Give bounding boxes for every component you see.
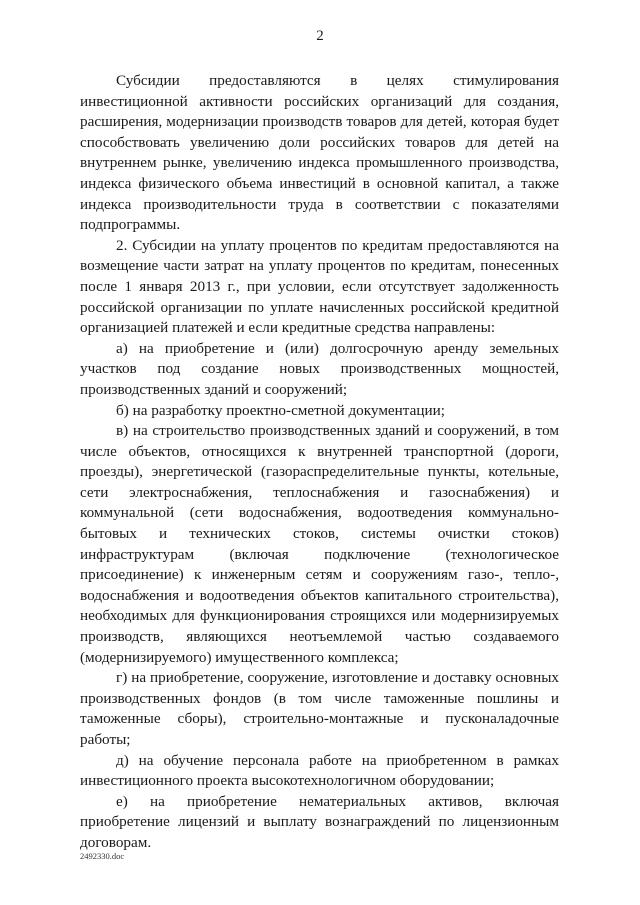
file-name-footer: 2492330.doc [80, 851, 125, 861]
paragraph-interest-subsidy-conditions: 2. Субсидии на уплату процентов по кредитам предоставляются на возмещение части затрат на уплату процентов по кредитам, понесенных после 1 января 2013 г., при условии, если отсутствует задолженность российской организации по уплате начисленных российской кредитной организацией платежей и если кредитные средства направлены: [80, 236, 559, 337]
list-item-v-construction: в) на строительство производственных зданий и сооружений, в том числе объектов, относящихся к внутренней транспортной (дороги, проезды), энергетической (газораспределительные пункты, котельные, сети электроснабжения, теплоснабжения и газоснабжения) и коммунальной (сети водоснабжения, водоотведения коммунально-бытовых и технических стоков, системы очистки стоков) инфраструктурам (включая подключение (технологическое присоединение) к инженерным сетям и сооружениям газо-, тепло-, водоснабжения и водоотведения объектов капитального строительства), необходимых для функционирования строящихся или модернизируемых производств, являющихся неотъемлемой частью создаваемого (модернизируемого) имущественного комплекса; [80, 422, 559, 666]
page-number: 2 [316, 28, 324, 44]
document-body [80, 71, 559, 854]
list-item-a-land: а) на приобретение и (или) долгосрочную аренду земельных участков под создание новых производственных мощностей, производственных зданий и сооружений; [80, 339, 559, 398]
list-item-g-fixed-assets: г) на приобретение, сооружение, изготовление и доставку основных производственных фондов (в том числе таможенные пошлины и таможенные сборы), строительно-монтажные и пусконаладочные работы; [80, 669, 559, 748]
paragraph-subsidy-purpose: Субсидии предоставляются в целях стимулирования инвестиционной активности российских организаций для создания, расширения, модернизации производств товаров для детей, которая будет способствовать увеличению доли российских товаров для детей на внутреннем рынке, увеличению индекса промышленного производства, индекса физического объема инвестиций в основной капитал, а также индекса производительности труда в соответствии с показателями подпрограммы. [80, 72, 559, 234]
list-item-d-training: д) на обучение персонала работе на приобретенном в рамках инвестиционного проекта высокотехнологичном оборудовании; [80, 751, 559, 790]
list-item-e-intangible-assets: е) на приобретение нематериальных активов, включая приобретение лицензий и выплату вознаграждений по лицензионным договорам. [80, 792, 559, 851]
list-item-b-design-docs: б) на разработку проектно-сметной документации; [116, 401, 445, 419]
